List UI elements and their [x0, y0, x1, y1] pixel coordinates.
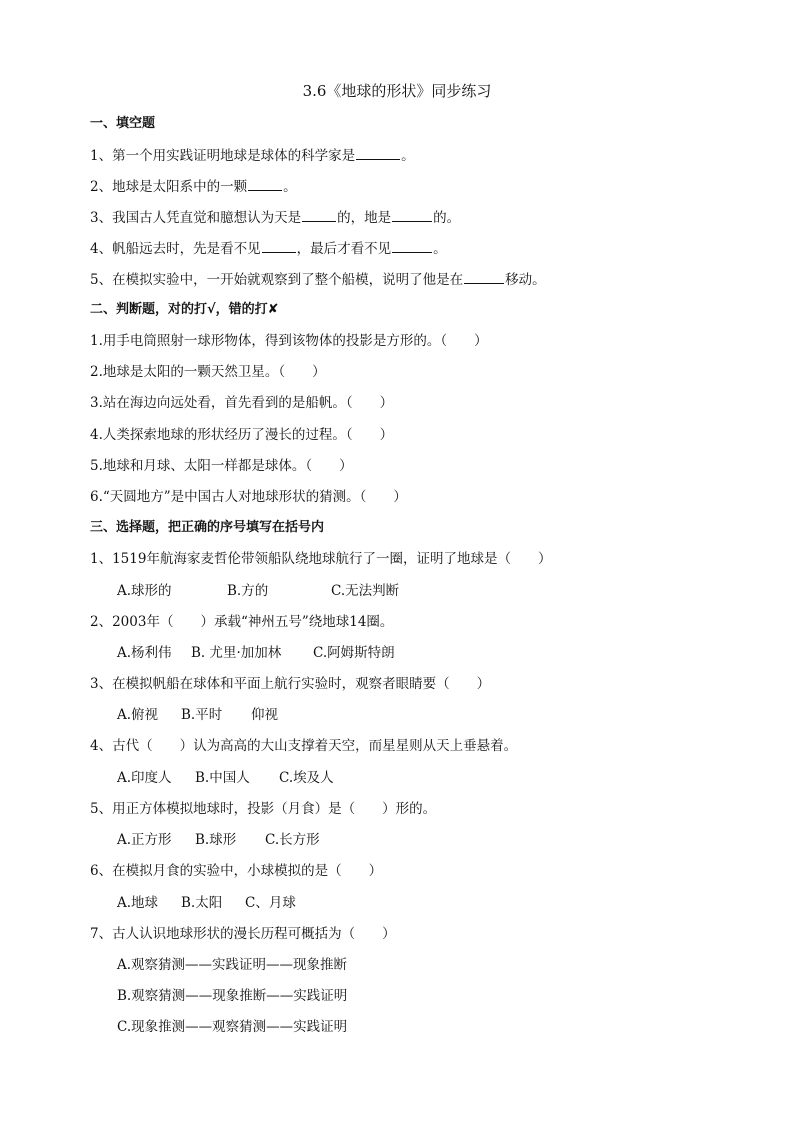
choice-option-7a: A.观察猜测——实践证明——现象推断 — [117, 957, 348, 973]
choice-question-1: 1、1519年航海家麦哲伦带领船队绕地球航行了一圈，证明了地球是（ ） — [90, 551, 552, 567]
question-text: 2、地球是太阳系中的一颗 — [90, 179, 248, 195]
option-c: 仰视 — [251, 707, 278, 723]
option-b: B.方的 — [227, 583, 269, 599]
judge-question-4: 4.人类探索地球的形状经历了漫长的过程。（ ） — [90, 427, 394, 443]
answer-blank[interactable] — [392, 238, 432, 253]
choice-question-7: 7、古人认识地球形状的漫长历程可概括为（ ） — [90, 926, 396, 942]
section-heading-fill-blanks: 一、填空题 — [90, 116, 156, 131]
judge-question-5: 5.地球和月球、太阳一样都是球体。（ ） — [90, 458, 353, 474]
option-a: A.俯视 — [117, 707, 159, 723]
question-text: 1、第一个用实践证明地球是球体的科学家是 — [90, 148, 356, 164]
answer-blank[interactable] — [302, 207, 336, 222]
option-a: A.杨利伟 — [117, 645, 172, 661]
fill-question-1 — [90, 145, 415, 166]
judge-question-3: 3.站在海边向远处看，首先看到的是船帆。（ ） — [90, 395, 394, 411]
choice-option-7b: B.观察猜测——现象推断——实践证明 — [117, 988, 348, 1004]
choice-options-6 — [117, 893, 296, 913]
option-b: B.中国人 — [195, 770, 250, 786]
choice-options-4 — [117, 768, 334, 788]
question-text: 。 — [433, 241, 447, 257]
choice-question-6: 6、在模拟月食的实验中，小球模拟的是（ ） — [90, 863, 383, 879]
question-text: 4、帆船远去时，先是看不见 — [90, 241, 261, 257]
question-text: 移动。 — [505, 272, 546, 288]
judge-question-1: 1.用手电筒照射一球形物体，得到该物体的投影是方形的。（ ） — [90, 333, 488, 349]
option-a: A.印度人 — [117, 770, 172, 786]
answer-blank[interactable] — [262, 238, 296, 253]
choice-options-3 — [117, 705, 278, 725]
answer-blank[interactable] — [392, 207, 432, 222]
option-b: B.太阳 — [181, 895, 223, 911]
option-c: C、月球 — [245, 895, 296, 911]
choice-options-5 — [117, 830, 320, 850]
fill-question-4 — [90, 238, 447, 259]
option-b: B.平时 — [181, 707, 223, 723]
answer-blank[interactable] — [464, 269, 504, 284]
page-title: 3.6《地球的形状》同步练习 — [302, 82, 492, 100]
question-text: 5、在模拟实验中，一开始就观察到了整个船模，说明了他是在 — [90, 272, 464, 288]
section-heading-true-false: 二、判断题，对的打√，错的打✘ — [90, 302, 279, 317]
judge-question-2: 2.地球是太阳的一颗天然卫星。（ ） — [90, 364, 326, 380]
choice-question-3: 3、在模拟帆船在球体和平面上航行实验时，观察者眼睛要（ ） — [90, 676, 491, 692]
option-b: B.球形 — [195, 832, 237, 848]
question-text: 。 — [401, 148, 415, 164]
fill-question-2 — [90, 176, 297, 197]
choice-options-2 — [117, 643, 395, 663]
choice-options-1 — [117, 581, 399, 601]
option-c: C.埃及人 — [279, 770, 334, 786]
answer-blank[interactable] — [356, 145, 400, 160]
option-a: A.地球 — [117, 895, 159, 911]
option-a: A.正方形 — [117, 832, 172, 848]
option-c: C.阿姆斯特朗 — [313, 645, 395, 661]
answer-blank[interactable] — [248, 176, 282, 191]
question-text: 。 — [283, 179, 297, 195]
choice-question-4: 4、古代（ ）认为高高的大山支撑着天空，而星星则从天上垂悬着。 — [90, 738, 518, 754]
fill-question-3 — [90, 207, 460, 228]
option-c: C.长方形 — [265, 832, 320, 848]
judge-question-6: 6.“天圆地方”是中国古人对地球形状的猜测。（ ） — [90, 489, 407, 505]
option-c: C.无法判断 — [331, 583, 400, 599]
question-text: ，最后才看不见 — [296, 241, 392, 257]
option-a: A.球形的 — [117, 583, 172, 599]
choice-option-7c: C.现象推测——观察猜测——实践证明 — [117, 1019, 348, 1035]
fill-question-5 — [90, 269, 546, 290]
option-b: B. 尤里·加加林 — [191, 645, 282, 661]
choice-question-2: 2、2003年（ ）承载“神州五号”绕地球14圈。 — [90, 614, 394, 630]
section-heading-choice: 三、选择题，把正确的序号填写在括号内 — [90, 520, 325, 535]
question-text: 的，地是 — [337, 210, 392, 226]
question-text: 的。 — [433, 210, 461, 226]
choice-question-5: 5、用正方体模拟地球时，投影（月食）是（ ）形的。 — [90, 801, 437, 817]
question-text: 3、我国古人凭直觉和臆想认为天是 — [90, 210, 302, 226]
